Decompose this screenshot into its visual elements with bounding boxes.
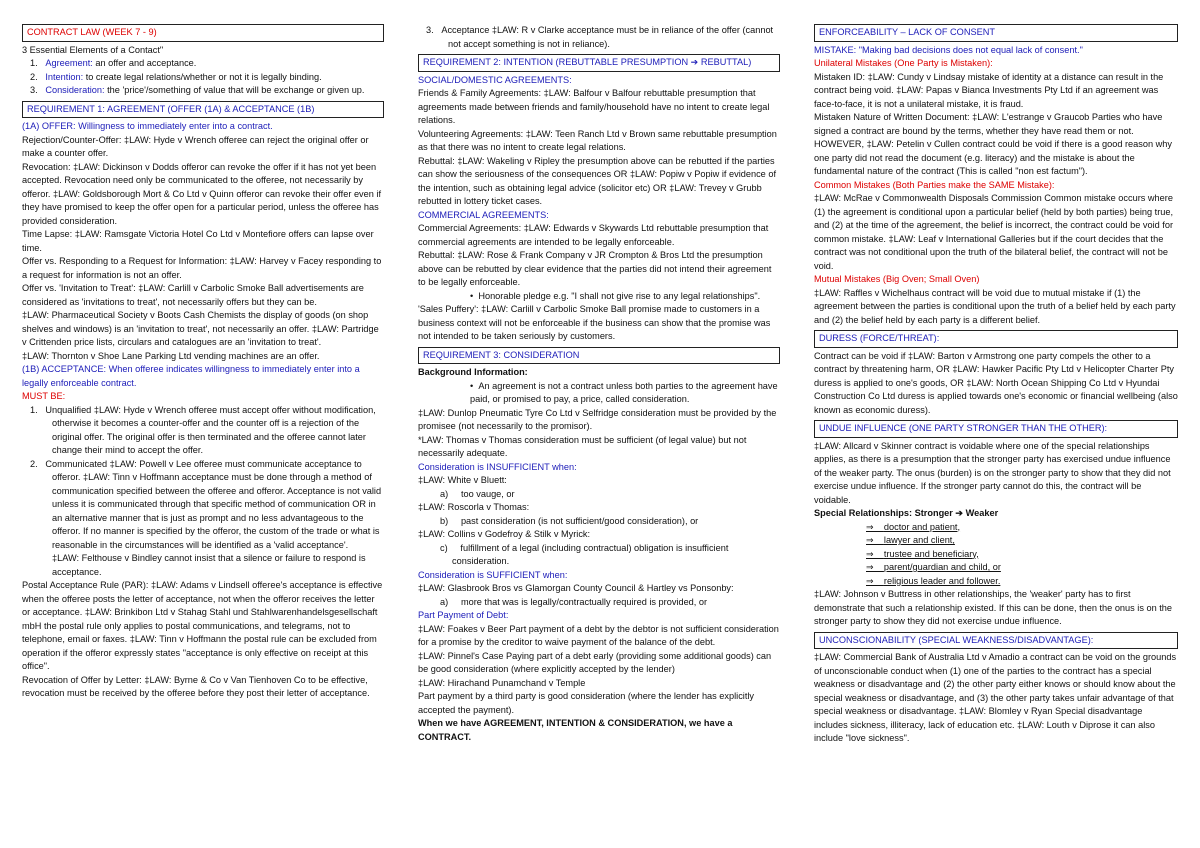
- part-payment-label: Part Payment of Debt:: [418, 610, 509, 620]
- commercial-agreements: Commercial Agreements: ‡LAW: Edwards v Skywards Ltd rebuttable presumption that commercial agreements are intended to be legally enforceable.: [418, 223, 769, 247]
- allcard-case: ‡LAW: Allcard v Skinner contract is voidable where one of the special relationships applies, as there is a presumption that the stronger party has exercised undue influence of the weaker party. The onus (burden) is on the stronger party to show that they did not exercise undue influence. If the stronger party cannot do this, the contract will be voidable.: [814, 440, 1171, 505]
- heading-requirement-3: REQUIREMENT 3: CONSIDERATION: [418, 347, 780, 365]
- acceptance-reliance-text: Acceptance ‡LAW: R v Clarke acceptance must be in reliance of the offer (cannot not accept something is not in reliance).: [441, 25, 774, 49]
- hirachand-case: ‡LAW: Hirachand Punamchand v Temple: [418, 677, 586, 688]
- insufficient-a-text: too vauge, or: [460, 488, 515, 499]
- must-communicated: 2. Communicated ‡LAW: Powell v Lee offeree must communicate acceptance to offeror. ‡LAW: Tinn v Hoffmann acceptance must be done through a method of communication specified between the offeree and offeror. Acceptance is not valid unless it is communicated through that specific method of communication OR in an alternative manner that is just as prompt and no less advantageous to the offeror. If no manner is specified by the offeror, the custom of the trade or what is reasonable in the circumstances will be identified as a 'valid acceptance'.: [30, 458, 382, 550]
- third-party-payment: Part payment by a third party is good consideration (where the lender has explicitly accepted the payment).: [418, 691, 755, 715]
- collins-case: ‡LAW: Collins v Godefroy & Stilk v Myrick:: [418, 529, 591, 539]
- column-3: [814, 24, 1178, 746]
- relationship-item: ⇒ lawyer and client,: [866, 535, 955, 545]
- relationship-item-text: parent/guardian and child, or: [883, 562, 1001, 572]
- glasbrook-case: ‡LAW: Glasbrook Bros vs Glamorgan County Council & Hartley vs Ponsonby:: [418, 583, 734, 593]
- background-point: • An agreement is not a contract unless both parties to the agreement have paid, or promised to pay, a price, called consideration.: [470, 380, 778, 404]
- offer-vs-invitation: Offer vs. 'Invitation to Treat': ‡LAW: Carlill v Carbolic Smoke Ball advertisements are considered as 'invitations to treat', not necessarily offers but they can be.: [22, 283, 364, 307]
- must-communicated-text: Communicated ‡LAW: Powell v Lee offeree must communicate acceptance to offeror. ‡LAW: Tinn v Hoffmann acceptance must be done through a method of communication specified between the offeree and offeror. Acceptance is not valid unless it is communicated through that specific method of communication OR in an alternative manner that is just as prompt and no less advantageous to the offeror. If no manner is specified by the offeror, the custom of the trade or what is reasonable in the circumstances will be identified as a 'valid acceptance'.: [45, 458, 382, 550]
- relationship-item: ⇒ parent/guardian and child, or: [866, 562, 1001, 572]
- relationship-item-text: trustee and beneficiary,: [883, 548, 979, 559]
- heading-enforceability: ENFORCEABILITY – LACK OF CONSENT: [814, 24, 1178, 42]
- must-unqualified-text: Unqualified ‡LAW: Hyde v Wrench offeree must accept offer without modification, otherwise it becomes a counter-offer and the counter off is a rejection of the original offer. The original offer is then terminated and the offeree cannot later change their mind to accept the offer.: [45, 404, 376, 455]
- relationship-item: ⇒ doctor and patient,: [866, 521, 961, 532]
- revocation-by-letter: Revocation of Offer by Letter: ‡LAW: Byrne & Co v Van Tienhoven Co to be effective, revocation must be received by the offeree before they post their letter of acceptance.: [22, 674, 370, 698]
- felthouse-case: ‡LAW: Felthouse v Bindley cannot insist that a silence or failure to respond is acceptance.: [52, 553, 366, 577]
- mistaken-id: Mistaken ID: ‡LAW: Cundy v Lindsay mistake of identity at a distance can result in the contract being void. ‡LAW: Papas v Bianca Investments Pty Ltd if an agreement was face-to-face, it is not a unilateral mistake, it is fraud.: [814, 71, 1164, 109]
- relationship-item-text: doctor and patient,: [883, 521, 961, 532]
- element-1-lead: Agreement:: [45, 58, 93, 68]
- revocation: Revocation: ‡LAW: Dickinson v Dodds offeror can revoke the offer if it has not yet been accepted. Revocation need only be communicated to the offeree, not necessarily by offeror. ‡LAW: Goldsborough Mort & Co Ltd v Quinn offeror can revoke their offer even if they have promised to keep the offer open for a particular period, unless the offeree has provided consideration.: [22, 161, 382, 226]
- acceptance-reliance: 3. Acceptance ‡LAW: R v Clarke acceptance must be in reliance of the offer (cannot not accept something is not in reliance).: [426, 25, 774, 49]
- sufficient-label: Consideration is SUFFICIENT when:: [418, 569, 568, 580]
- special-relationships: Special Relationships: Stronger ➔ Weaker: [814, 508, 999, 518]
- sufficient-a-text: more that was is legally/contractually required is provided, or: [460, 596, 708, 607]
- mistake-quote: MISTAKE: "Making bad decisions does not equal lack of consent.": [814, 44, 1083, 55]
- insufficient-b-text: past consideration (is not sufficient/good consideration), or: [460, 515, 699, 526]
- amadio-case: ‡LAW: Commercial Bank of Australia Ltd v Amadio a contract can be void on the grounds of unconscionable conduct when (1) one of the parties to the contract has a special weakness or disadvantage and (2) the other party either knows or should know about the special weakness or disadvantage, and (3) the other party takes unfair advantage of that special weakness or disadvantage. ‡LAW: Blomley v Ryan Special disadvantage includes sickness, illiteracy, lack of education etc. ‡LAW: Louth v Diprose it can also include "love sickness".: [814, 652, 1177, 743]
- heading-duress: DURESS (FORCE/THREAT):: [814, 330, 1178, 348]
- relationship-item-text: religious leader and follower.: [883, 575, 1001, 586]
- background-point-text: An agreement is not a contract unless both parties to the agreement have paid, or promised to pay, a price, called consideration.: [470, 380, 778, 404]
- boots-case: ‡LAW: Pharmaceutical Society v Boots Cash Chemists the display of goods (on shop shelves and windows) is an 'invitation to treat', not necessarily an offer. ‡LAW: Partridge v Crittenden price lists, circulars and catalogues are an 'invitation to treat'.: [22, 310, 379, 347]
- element-3: 3. Consideration: the 'price'/something of value that will be exchange or given up.: [30, 85, 365, 95]
- rejection-counter-offer: Rejection/Counter-Offer: ‡LAW: Hyde v Wrench offeree can reject the original offer or make a counter offer.: [22, 134, 369, 158]
- element-1: 1. Agreement: an offer and acceptance.: [30, 58, 197, 68]
- honorable-pledge-text: Honorable pledge e.g. "I shall not give rise to any legal relationships".: [478, 290, 761, 301]
- element-3-lead: Consideration:: [45, 85, 105, 95]
- heading-unconscionability: UNCONSCIONABILITY (SPECIAL WEAKNESS/DISADVANTAGE):: [814, 632, 1178, 650]
- relationship-item: ⇒ trustee and beneficiary,: [866, 548, 979, 559]
- must-be-label: MUST BE:: [22, 391, 66, 401]
- volunteering: Volunteering Agreements: ‡LAW: Teen Ranch Ltd v Brown same rebuttable presumption as that there was no intent to create legal relations.: [418, 128, 777, 152]
- johnson-case: ‡LAW: Johnson v Buttress in other relationships, the 'weaker' party has to first demonstrate that such a relationship existed. If this can be done, then the onus is on the stronger party to show they did not exercise undue influence.: [814, 589, 1173, 626]
- postal-acceptance-rule: Postal Acceptance Rule (PAR): ‡LAW: Adams v Lindsell offeree's acceptance is effective when the offeree posts the letter of acceptance, not when the offeror receives the letter or acceptance. ‡LAW: Brinkibon Ltd v Stahag Stahl und Stahlwarenhandelsgesellschaft mbH the postal rule only applies to postal communications, and telegrams, not to telephone, email or faxes. ‡LAW: Tinn v Hoffmann the postal rule can be excluded from operation if the offeror expressly states "acceptance is only effective on receipt at this office".: [22, 580, 383, 671]
- insufficient-a: a) too vauge, or: [440, 488, 515, 499]
- friends-family: Friends & Family Agreements: ‡LAW: Balfour v Balfour rebuttable presumption that agreements made between friends and family/household have no intent to create legal relations.: [418, 88, 770, 125]
- sufficient-a: a) more that was is legally/contractually required is provided, or: [440, 596, 708, 607]
- insufficient-b: b) past consideration (is not sufficient/good consideration), or: [440, 515, 699, 526]
- thornton-case: ‡LAW: Thornton v Shoe Lane Parking Ltd vending machines are an offer.: [22, 350, 320, 361]
- insufficient-c: c) fulfillment of a legal (including contractual) obligation is insufficient consideration.: [440, 542, 729, 566]
- foakes-case: ‡LAW: Foakes v Beer Part payment of a debt by the debtor is not sufficient consideration for a promise by the creditor to waive payment of the balance of the debt.: [418, 623, 779, 647]
- acceptance-definition: (1B) ACCEPTANCE: When offeree indicates willingness to immediately enter into a legally enforceable contract.: [22, 364, 360, 388]
- relationship-item-text: lawyer and client,: [883, 535, 955, 545]
- column-2: [418, 24, 780, 744]
- element-1-text: an offer and acceptance.: [92, 58, 197, 68]
- insufficient-label: Consideration is INSUFFICIENT when:: [418, 461, 577, 472]
- mutual-mistakes-label: Mutual Mistakes (Big Oven; Small Oven): [814, 274, 980, 284]
- social-rebuttal: Rebuttal: ‡LAW: Wakeling v Ripley the presumption above can be rebutted if the parties can show the seriousness of the consequences OR ‡LAW: Popiw v Popiw if evidence of the intention, such as obtaining legal advice (solicitor etc) OR ‡LAW: Trevey v Grubb rebutted in lottery ticket cases.: [418, 155, 776, 206]
- offer-definition: (1A) OFFER: Willingness to immediately enter into a contract.: [22, 121, 273, 131]
- must-unqualified: 1. Unqualified ‡LAW: Hyde v Wrench offeree must accept offer without modification, otherwise it becomes a counter-offer and the counter off is a rejection of the original offer. The original offer is then terminated and the offeree cannot later change their mind to accept the offer.: [30, 404, 376, 455]
- heading-undue-influence: UNDUE INFLUENCE (ONE PARTY STRONGER THAN THE OTHER):: [814, 420, 1178, 438]
- column-1: [22, 24, 384, 701]
- dunlop-case: ‡LAW: Dunlop Pneumatic Tyre Co Ltd v Selfridge consideration must be provided by the promisee (not necessarily to the promisor).: [418, 407, 777, 431]
- duress-text: Contract can be void if ‡LAW: Barton v Armstrong one party compels the other to a contract by threatening harm, OR ‡LAW: Hawker Pacific Pty Ltd v Helicopter Charter Pty duress is applied to one's goods, OR ‡LAW: North Ocean Shipping Co Ltd v Hyundai Construction Co Ltd duress is applied towards one's economic or financial wellbeing (also known as economic duress).: [814, 350, 1178, 415]
- relationship-item: ⇒ religious leader and follower.: [866, 575, 1001, 586]
- insufficient-c-text: fulfillment of a legal (including contractual) obligation is insufficient consideration.: [452, 542, 729, 566]
- commercial-label: COMMERCIAL AGREEMENTS:: [418, 209, 549, 220]
- commercial-rebuttal: Rebuttal: ‡LAW: Rose & Frank Company v JR Crompton & Bros Ltd the presumption above can be rebutted by clear evidence that the parties did not intend their agreement to be legally enforceable.: [418, 250, 772, 287]
- unilateral-label: Unilateral Mistakes (One Party is Mistaken):: [814, 58, 993, 68]
- offer-vs-request: Offer vs. Responding to a Request for Information: ‡LAW: Harvey v Facey responding to a request for information is not an offer.: [22, 256, 382, 280]
- raffles-case: ‡LAW: Raffles v Wichelhaus contract will be void due to mutual mistake if (1) the agreement between the parties is conditional upon the truth of a belief held by each party and (2) the belief held by each party is a different belief.: [814, 287, 1176, 325]
- heading-requirement-1: REQUIREMENT 1: AGREEMENT (OFFER (1A) & ACCEPTANCE (1B): [22, 101, 384, 119]
- honorable-pledge: • Honorable pledge e.g. "I shall not give rise to any legal relationships".: [470, 290, 761, 301]
- contract-summary: When we have AGREEMENT, INTENTION & CONSIDERATION, we have a CONTRACT.: [418, 718, 733, 742]
- element-2-lead: Intention:: [45, 71, 84, 82]
- pinnel-case: ‡LAW: Pinnel's Case Paying part of a debt early (providing some additional goods) can be good consideration (where explicitly accepted by the lender): [418, 650, 772, 674]
- thomas-case: *LAW: Thomas v Thomas consideration must be sufficient (of legal value) but not necessarily adequate.: [418, 434, 747, 458]
- mcrae-case: ‡LAW: McRae v Commonwealth Disposals Commission Common mistake occurs where (1) the agreement is conditional upon a particular belief (held by both parties) being true, and (2) at the time of the agreement, the belief is incorrect, the contract could be void for common mistake. ‡LAW: Leaf v International Galleries but if the court decides that the contract was not conditional upon the truth of the bilateral belief, the contract will not be void.: [814, 193, 1174, 271]
- white-bluett-case: ‡LAW: White v Bluett:: [418, 475, 507, 485]
- element-2: 2. Intention: to create legal relations/whether or not it is legally binding.: [30, 71, 322, 82]
- social-domestic-label: SOCIAL/DOMESTIC AGREEMENTS:: [418, 74, 572, 85]
- heading-contract-law: CONTRACT LAW (WEEK 7 - 9): [22, 24, 384, 42]
- element-3-text: the 'price'/something of value that will be exchange or given up.: [104, 85, 365, 95]
- sales-puffery: 'Sales Puffery': ‡LAW: Carlill v Carbolic Smoke Ball promise made to customers in a business context will not be enforceable if the business can show that the promise was not intended to be taken seriously by customers.: [418, 304, 771, 341]
- elements-title: 3 Essential Elements of a Contact": [22, 44, 164, 55]
- background-label: Background Information:: [418, 367, 528, 377]
- roscorla-case: ‡LAW: Roscorla v Thomas:: [418, 502, 530, 512]
- mistaken-nature: Mistaken Nature of Written Document: ‡LAW: L'estrange v Graucob Parties who have signed a contract are bound by the terms, whether they have read them or not. HOWEVER, ‡LAW: Petelin v Cullen contract could be void if there is a good reason why one party did not read the document (e.g. literacy) and the mistake is about the fundamental nature of the contract (This is called "non est factum").: [814, 112, 1172, 176]
- heading-requirement-2: REQUIREMENT 2: INTENTION (REBUTTABLE PRESUMPTION ➔ REBUTTAL): [418, 54, 780, 72]
- common-mistakes-label: Common Mistakes (Both Parties make the SAME Mistake):: [814, 179, 1055, 190]
- time-lapse: Time Lapse: ‡LAW: Ramsgate Victoria Hotel Co Ltd v Montefiore offers can lapse over time.: [22, 229, 374, 253]
- element-2-text: to create legal relations/whether or not it is legally binding.: [83, 71, 322, 82]
